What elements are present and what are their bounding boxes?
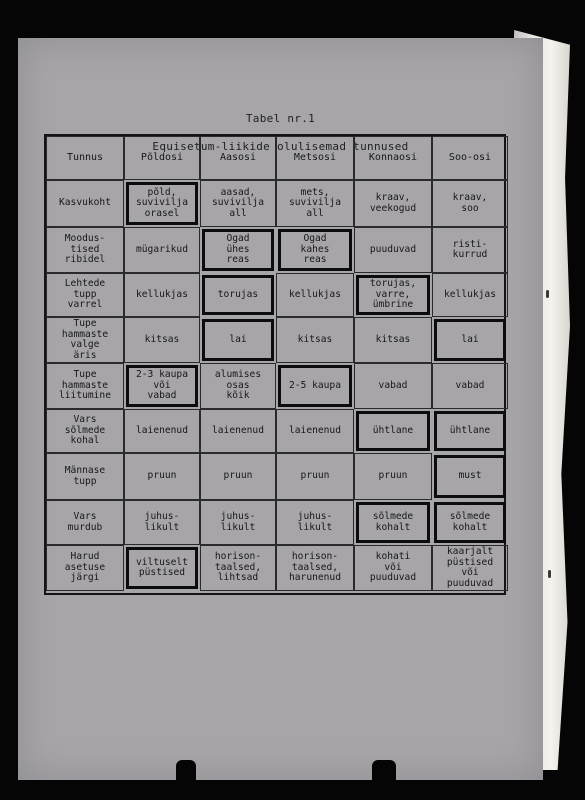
table-cell: viltuselt püstised: [126, 547, 198, 589]
table-cell: kraav, veekogud: [354, 180, 432, 227]
document-subtitle: Equisetum-liikide olulisemad tunnused: [152, 140, 409, 153]
table-cell: juhus- likult: [124, 500, 200, 545]
table-cell: 2-3 kaupa või vabad: [126, 365, 198, 407]
table-cell: vabad: [432, 363, 508, 409]
bottom-clip-right: [372, 760, 396, 800]
table-cell: põld, suvivilja orasel: [126, 182, 198, 225]
column-header: Põldosi: [124, 136, 200, 180]
table-cell: pruun: [354, 453, 432, 500]
table-cell: lai: [202, 319, 274, 361]
table-cell: kellukjas: [124, 273, 200, 317]
table-cell: kitsas: [276, 317, 354, 363]
table-cell: kraav, soo: [432, 180, 508, 227]
table-cell: pruun: [276, 453, 354, 500]
row-label: Harud asetuse järgi: [46, 545, 124, 591]
table-cell: laienenud: [124, 409, 200, 453]
table-cell: puuduvad: [354, 227, 432, 273]
table-cell: lai: [434, 319, 506, 361]
row-label: Lehtede tupp varrel: [46, 273, 124, 317]
row-label: Vars sõlmede kohal: [46, 409, 124, 453]
table-cell: 2-5 kaupa: [278, 365, 352, 407]
table-cell: kellukjas: [432, 273, 508, 317]
table-cell: alumises osas kõik: [200, 363, 276, 409]
table-cell: torujas, varre, ümbrine: [356, 275, 430, 315]
row-label: Moodus- tised ribidel: [46, 227, 124, 273]
column-header: Konnaosi: [354, 136, 432, 180]
table-cell: sõlmede kohalt: [356, 502, 430, 543]
table-cell: kellukjas: [276, 273, 354, 317]
table-cell: juhus- likult: [200, 500, 276, 545]
table-cell: laienenud: [276, 409, 354, 453]
table-cell: kohati või puuduvad: [354, 545, 432, 591]
column-header: Metsosi: [276, 136, 354, 180]
column-header: Tunnus: [46, 136, 124, 180]
table-cell: must: [434, 455, 506, 498]
table-cell: laienenud: [200, 409, 276, 453]
row-label: Kasvukoht: [46, 180, 124, 227]
table-cell: ühtlane: [434, 411, 506, 451]
table-cell: mets, suvivilja all: [276, 180, 354, 227]
table-cell: pruun: [124, 453, 200, 500]
document-title: Tabel nr.1: [245, 112, 316, 125]
table-cell: torujas: [202, 275, 274, 315]
table-cell: horison- taalsed, harunenud: [276, 545, 354, 591]
row-label: Vars murdub: [46, 500, 124, 545]
column-header: Aasosi: [200, 136, 276, 180]
table-cell: sõlmede kohalt: [434, 502, 506, 543]
table-cell: kitsas: [354, 317, 432, 363]
table-cell: ühtlane: [356, 411, 430, 451]
table-cell: mügarikud: [124, 227, 200, 273]
row-label: Männase tupp: [46, 453, 124, 500]
column-header: Soo-osi: [432, 136, 508, 180]
table-cell: risti- kurrud: [432, 227, 508, 273]
table-cell: kitsas: [124, 317, 200, 363]
table-cell: horison- taalsed, lihtsad: [200, 545, 276, 591]
table-cell: Ogad kahes reas: [278, 229, 352, 271]
table-cell: aasad, suvivilja all: [200, 180, 276, 227]
table-cell: vabad: [354, 363, 432, 409]
features-table: [44, 134, 506, 595]
table-cell: juhus- likult: [276, 500, 354, 545]
row-label: Tupe hammaste liitumine: [46, 363, 124, 409]
table-cell: kaarjalt püstised või puuduvad: [432, 545, 508, 591]
table-cell: pruun: [200, 453, 276, 500]
bottom-clip-left: [176, 760, 196, 800]
table-cell: Ogad ühes reas: [202, 229, 274, 271]
row-label: Tupe hammaste valge äris: [46, 317, 124, 363]
